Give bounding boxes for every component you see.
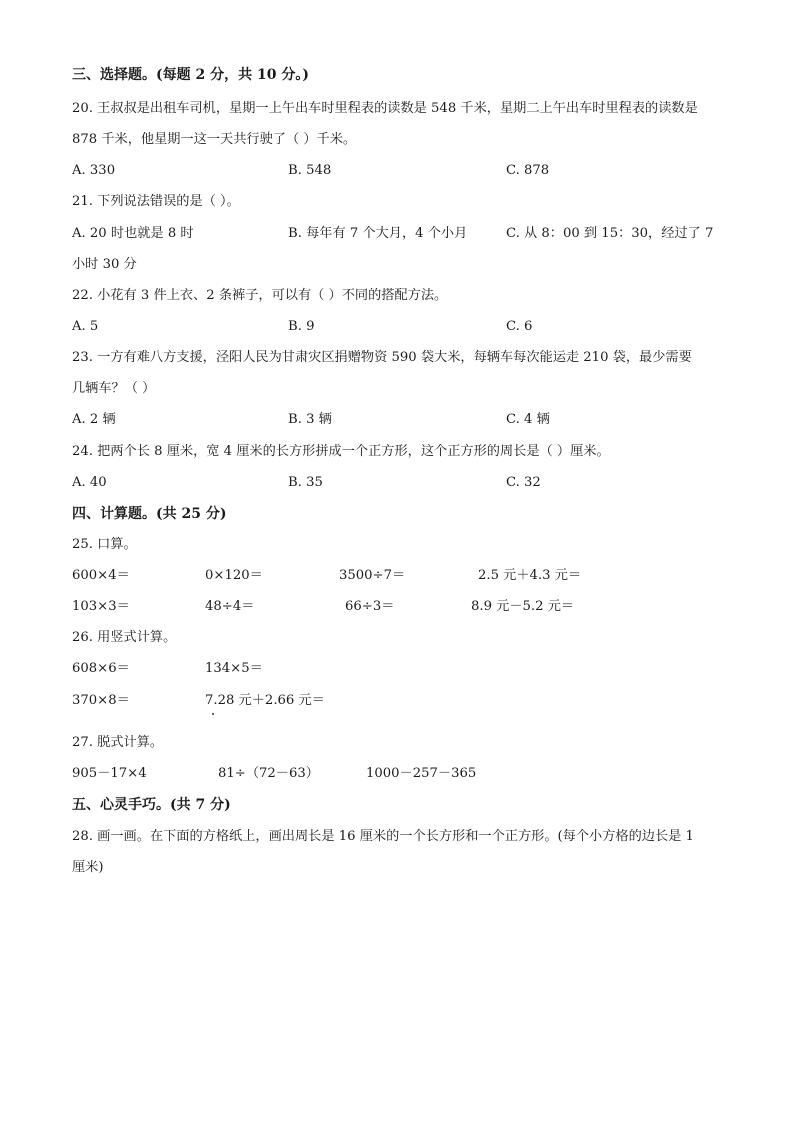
q24-option-b: B. 35 [288, 475, 323, 490]
q22-option-b: B. 9 [288, 319, 315, 334]
q25-stem: 25. 口算。 [72, 537, 137, 552]
q22-option-a: A. 5 [72, 319, 99, 334]
q27-item: 905－17×4 [72, 766, 147, 781]
q28-text-line-2: 厘米) [72, 860, 104, 875]
section-5-heading: 五、心灵手巧。(共 7 分) [72, 797, 231, 813]
q23-option-b: B. 3 辆 [288, 412, 332, 427]
q21-option-b: B. 每年有 7 个大月，4 个小月 [288, 226, 468, 241]
q23-option-c: C. 4 辆 [506, 412, 550, 427]
q28-text-line-1: 28. 画一画。在下面的方格纸上，画出周长是 16 厘米的一个长方形和一个正方形。(每个小方格的边长是 1 [72, 829, 694, 844]
q25-item: 48÷4＝ [205, 599, 255, 614]
q23-text-line-1: 23. 一方有难八方支援，泾阳人民为甘肃灾区捐赠物资 590 袋大米，每辆车每次能运走 210 袋，最少需要 [72, 350, 692, 365]
q20-option-c: C. 878 [506, 163, 550, 178]
q20-text-line-1: 20. 王叔叔是出租车司机，星期一上午出车时里程表的读数是 548 千米，星期二上午出车时里程表的读数是 [72, 101, 698, 116]
q24-option-a: A. 40 [72, 475, 107, 490]
q26-stem: 26. 用竖式计算。 [72, 630, 177, 645]
q20-option-a: A. 330 [72, 163, 116, 178]
q26-item: 134×5＝ [205, 661, 263, 676]
q20-option-b: B. 548 [288, 163, 332, 178]
q27-item: 81÷（72－63） [218, 766, 319, 781]
q21-option-a: A. 20 时也就是 8 时 [72, 226, 194, 241]
q24-stem: 24. 把两个长 8 厘米，宽 4 厘米的长方形拼成一个正方形，这个正方形的周长是（ ）厘米。 [72, 444, 610, 459]
q21-option-c-continued: 小时 30 分 [72, 257, 137, 272]
q21-option-c: C. 从 8：00 到 15：30，经过了 7 [506, 226, 714, 241]
stray-mark [212, 713, 214, 715]
q25-item: 3500÷7＝ [339, 568, 406, 583]
q25-item: 0×120＝ [205, 568, 263, 583]
q23-text-line-2: 几辆车？（ ） [72, 381, 156, 396]
q25-item: 66÷3＝ [345, 599, 395, 614]
q25-item: 8.9 元－5.2 元＝ [471, 599, 575, 614]
q26-item: 608×6＝ [72, 661, 130, 676]
section-4-heading: 四、计算题。(共 25 分) [72, 506, 227, 522]
q27-item: 1000－257－365 [366, 766, 477, 781]
q25-item: 103×3＝ [72, 599, 130, 614]
q26-item: 7.28 元＋2.66 元＝ [205, 693, 325, 708]
q22-stem: 22. 小花有 3 件上衣、2 条裤子，可以有（ ）不同的搭配方法。 [72, 288, 448, 303]
section-3-heading: 三、选择题。(每题 2 分，共 10 分。) [72, 67, 309, 83]
q25-item: 600×4＝ [72, 568, 130, 583]
q25-item: 2.5 元＋4.3 元＝ [478, 568, 582, 583]
q26-item: 370×8＝ [72, 693, 130, 708]
q24-option-c: C. 32 [506, 475, 541, 490]
q23-option-a: A. 2 辆 [72, 412, 116, 427]
q21-stem: 21. 下列说法错误的是（ ）。 [72, 194, 240, 209]
q27-stem: 27. 脱式计算。 [72, 735, 164, 750]
q22-option-c: C. 6 [506, 319, 533, 334]
q20-text-line-2: 878 千米，他星期一这一天共行驶了（ ）千米。 [72, 132, 357, 147]
